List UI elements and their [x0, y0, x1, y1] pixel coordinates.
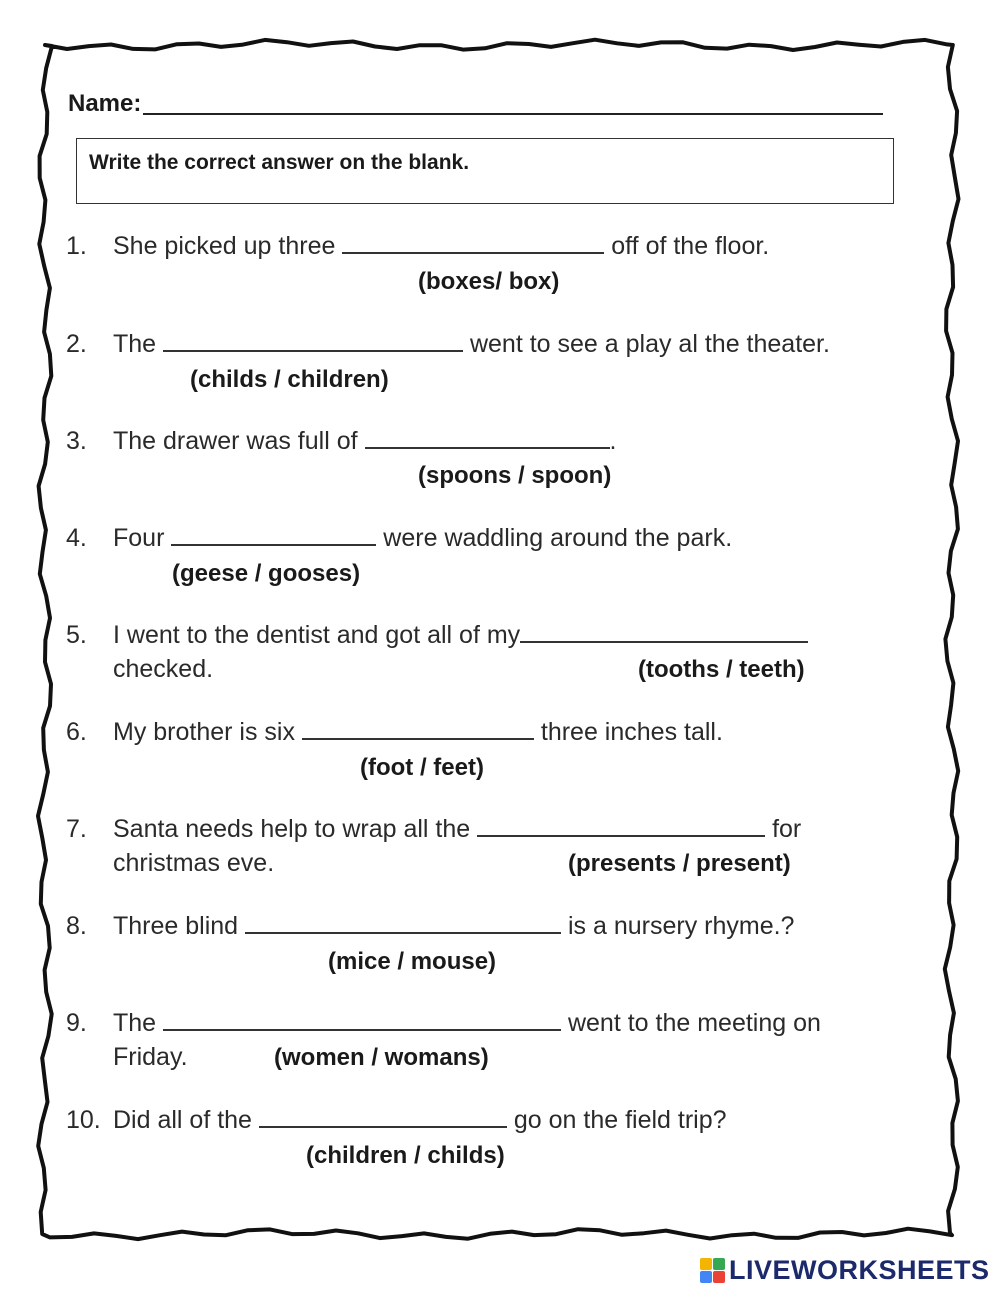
- answer-options-1: (boxes/ box): [418, 268, 560, 295]
- question-4: [66, 524, 732, 553]
- answer-blank[interactable]: [163, 350, 463, 352]
- answer-options-5: (tooths / teeth): [638, 656, 805, 683]
- answer-options-2: (childs / children): [190, 366, 389, 393]
- question-text-after: were waddling around the park.: [376, 524, 733, 552]
- answer-options-8: (mice / mouse): [328, 948, 497, 975]
- answer-blank[interactable]: [163, 1029, 561, 1031]
- question-number: 6.: [66, 718, 87, 746]
- answer-options-7: (presents / present): [568, 850, 791, 877]
- question-number: 4.: [66, 524, 87, 552]
- question-5: [66, 621, 808, 650]
- question-text-before: Santa needs help to wrap all the: [113, 815, 478, 843]
- question-text-before: Did all of the: [113, 1106, 259, 1134]
- answer-blank[interactable]: [171, 544, 376, 546]
- question-number: 1.: [66, 232, 87, 260]
- question-text-before: The drawer was full of: [113, 427, 365, 455]
- question-continuation-7: christmas eve.: [113, 849, 275, 877]
- question-text-before: The: [113, 1009, 164, 1037]
- question-text-after: three inches tall.: [533, 718, 723, 746]
- name-label: Name:: [68, 90, 142, 117]
- question-9: [66, 1009, 821, 1038]
- question-text-before: My brother is six: [113, 718, 302, 746]
- answer-options-3: (spoons / spoon): [418, 462, 612, 489]
- instruction-text: Write the correct answer on the blank.: [89, 151, 470, 174]
- question-text-before: She picked up three: [113, 232, 343, 260]
- question-text-after: go on the field trip?: [506, 1106, 727, 1134]
- question-3: [66, 427, 616, 456]
- answer-blank[interactable]: [342, 252, 604, 254]
- question-text-after: went to the meeting on: [561, 1009, 821, 1037]
- question-text-after: is a nursery rhyme.?: [561, 912, 795, 940]
- answer-options-10: (children / childs): [306, 1142, 505, 1169]
- question-text-before: Four: [113, 524, 172, 552]
- logo-square: [700, 1271, 712, 1283]
- answer-blank[interactable]: [245, 932, 561, 934]
- answer-blank[interactable]: [477, 835, 765, 837]
- question-number: 3.: [66, 427, 87, 455]
- question-number: 8.: [66, 912, 87, 940]
- question-1: [66, 232, 769, 261]
- question-number: 10.: [66, 1106, 101, 1134]
- question-7: [66, 815, 801, 844]
- answer-blank[interactable]: [259, 1126, 507, 1128]
- question-text-after: .: [609, 427, 617, 455]
- brand-name: LIVEWORKSHEETS: [729, 1254, 990, 1285]
- logo-square: [700, 1258, 712, 1270]
- answer-options-6: (foot / feet): [360, 754, 484, 781]
- question-6: [66, 718, 723, 747]
- question-text-after: for: [765, 815, 802, 843]
- answer-blank[interactable]: [302, 738, 534, 740]
- question-continuation-9: Friday.: [113, 1043, 188, 1071]
- question-text-after: off of the floor.: [604, 232, 770, 260]
- question-text-before: I went to the dentist and got all of my: [113, 621, 521, 649]
- question-continuation-5: checked.: [113, 655, 214, 683]
- question-number: 5.: [66, 621, 87, 649]
- instruction-box: [76, 138, 894, 204]
- question-8: [66, 912, 794, 941]
- liveworksheets-brand[interactable]: [700, 1256, 990, 1284]
- answer-blank[interactable]: [520, 641, 808, 643]
- name-row: [68, 82, 883, 116]
- liveworksheets-logo-icon: [700, 1258, 725, 1283]
- question-text-before: Three blind: [113, 912, 246, 940]
- logo-square: [713, 1258, 725, 1270]
- question-text-before: The: [113, 330, 164, 358]
- logo-square: [713, 1271, 725, 1283]
- question-number: 2.: [66, 330, 87, 358]
- answer-blank[interactable]: [365, 447, 610, 449]
- question-number: 9.: [66, 1009, 87, 1037]
- name-input-line[interactable]: [143, 111, 883, 115]
- answer-options-4: (geese / gooses): [172, 560, 361, 587]
- question-10: [66, 1106, 727, 1135]
- question-2: [66, 330, 830, 359]
- question-text-after: went to see a play al the theater.: [463, 330, 830, 358]
- question-number: 7.: [66, 815, 87, 843]
- answer-options-9: (women / womans): [274, 1044, 489, 1071]
